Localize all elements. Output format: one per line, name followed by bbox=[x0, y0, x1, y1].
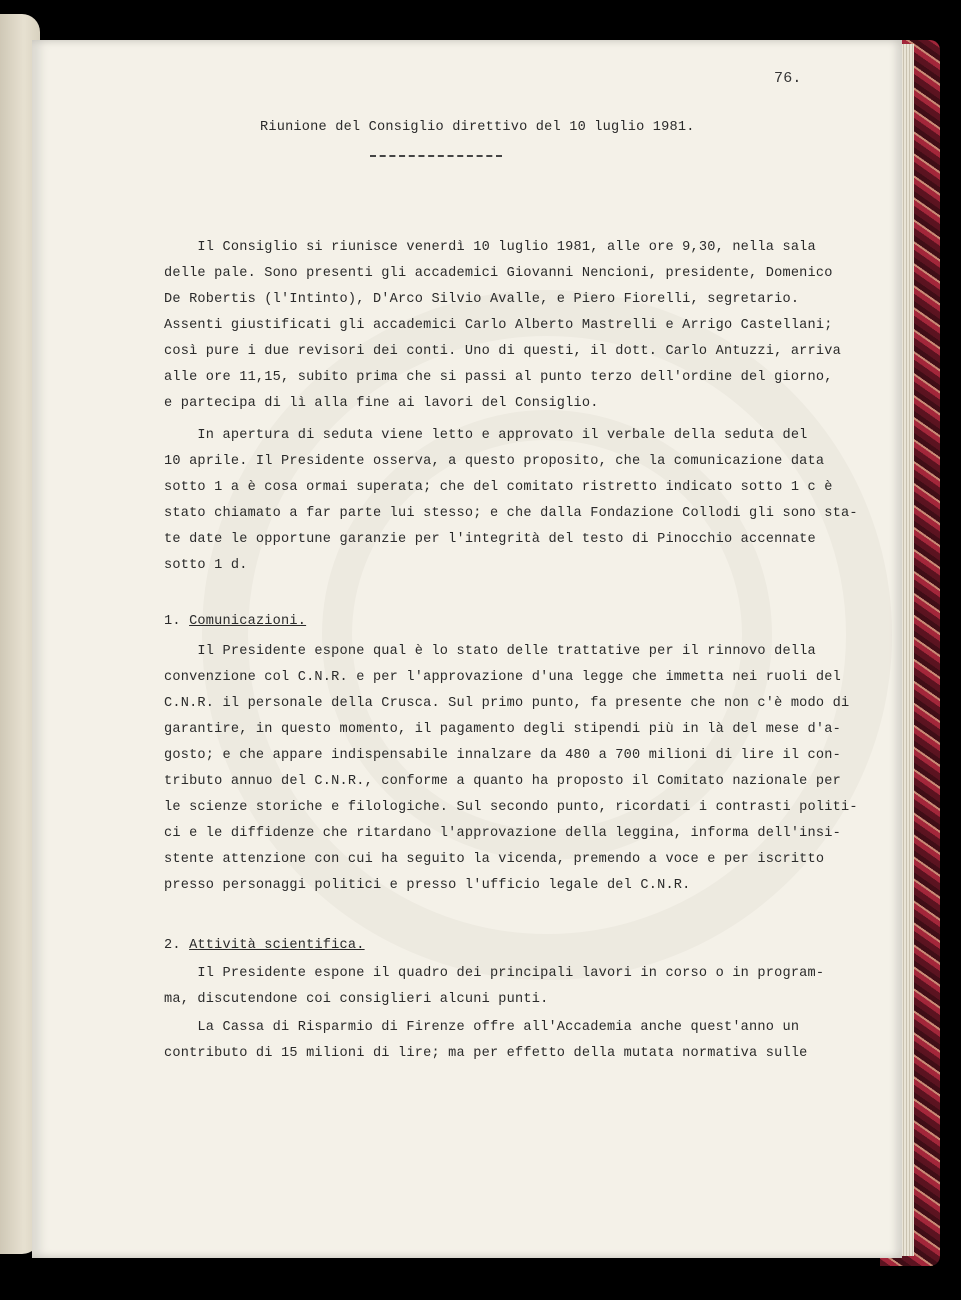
section-title: Attività scientifica. bbox=[189, 938, 365, 953]
text-line: gosto; e che appare indispensabile innalzare da 480 a 700 milioni di lire il con- bbox=[164, 748, 841, 763]
text-line: alle ore 11,15, subito prima che si passi al punto terzo dell'ordine del giorno, bbox=[164, 370, 833, 385]
document-title: Riunione del Consiglio direttivo del 10 luglio 1981. bbox=[260, 120, 695, 135]
section-title: Comunicazioni. bbox=[189, 614, 307, 629]
text-line: convenzione col C.N.R. e per l'approvazione d'una legge che immetta nei ruoli del bbox=[164, 670, 841, 685]
text-line: sotto 1 d. bbox=[164, 558, 248, 573]
text-line: Il Presidente espone qual è lo stato delle trattative per il rinnovo della bbox=[164, 644, 816, 659]
text-line: Il Consiglio si riunisce venerdì 10 luglio 1981, alle ore 9,30, nella sala bbox=[164, 240, 816, 255]
section-heading-1 bbox=[164, 614, 306, 629]
watermark-seal-inner bbox=[322, 410, 772, 860]
text-line: così pure i due revisori dei conti. Uno di questi, il dott. Carlo Antuzzi, arriva bbox=[164, 344, 841, 359]
text-line: stente attenzione con cui ha seguito la vicenda, premendo a voce e per iscritto bbox=[164, 852, 825, 867]
text-line: 10 aprile. Il Presidente osserva, a questo proposito, che la comunicazione data bbox=[164, 454, 825, 469]
text-line: Il Presidente espone il quadro dei principali lavori in corso o in program- bbox=[164, 966, 825, 981]
page-number: 76. bbox=[774, 70, 802, 87]
text-line: Assenti giustificati gli accademici Carlo Alberto Mastrelli e Arrigo Castellani; bbox=[164, 318, 833, 333]
text-line: presso personaggi politici e presso l'ufficio legale del C.N.R. bbox=[164, 878, 691, 893]
text-line: ci e le diffidenze che ritardano l'approvazione della leggina, informa dell'insi- bbox=[164, 826, 841, 841]
text-line: te date le opportune garanzie per l'integrità del testo di Pinocchio accennate bbox=[164, 532, 816, 547]
text-line: La Cassa di Risparmio di Firenze offre all'Accademia anche quest'anno un bbox=[164, 1020, 800, 1035]
text-line: stato chiamato a far parte lui stesso; e che dalla Fondazione Collodi gli sono sta- bbox=[164, 506, 858, 521]
title-underline bbox=[370, 155, 502, 157]
text-line: C.N.R. il personale della Crusca. Sul primo punto, fa presente che non c'è modo di bbox=[164, 696, 850, 711]
text-line: ma, discutendone coi consiglieri alcuni punti. bbox=[164, 992, 549, 1007]
text-line: delle pale. Sono presenti gli accademici Giovanni Nencioni, presidente, Domenico bbox=[164, 266, 833, 281]
text-line: De Robertis (l'Intinto), D'Arco Silvio Avalle, e Piero Fiorelli, segretario. bbox=[164, 292, 800, 307]
text-line: tributo annuo del C.N.R., conforme a quanto ha proposto il Comitato nazionale per bbox=[164, 774, 841, 789]
section-number: 1. bbox=[164, 614, 181, 629]
text-line: contributo di 15 milioni di lire; ma per effetto della mutata normativa sulle bbox=[164, 1046, 808, 1061]
text-line: sotto 1 a è cosa ormai superata; che del comitato ristretto indicato sotto 1 c è bbox=[164, 480, 833, 495]
text-line: garantire, in questo momento, il pagamento degli stipendi più in là del mese d'a- bbox=[164, 722, 841, 737]
text-line: e partecipa di lì alla fine ai lavori del Consiglio. bbox=[164, 396, 599, 411]
text-line: le scienze storiche e filologiche. Sul secondo punto, ricordati i contrasti politi- bbox=[164, 800, 858, 815]
section-heading-2 bbox=[164, 938, 365, 953]
section-number: 2. bbox=[164, 938, 181, 953]
text-line: In apertura di seduta viene letto e approvato il verbale della seduta del bbox=[164, 428, 808, 443]
